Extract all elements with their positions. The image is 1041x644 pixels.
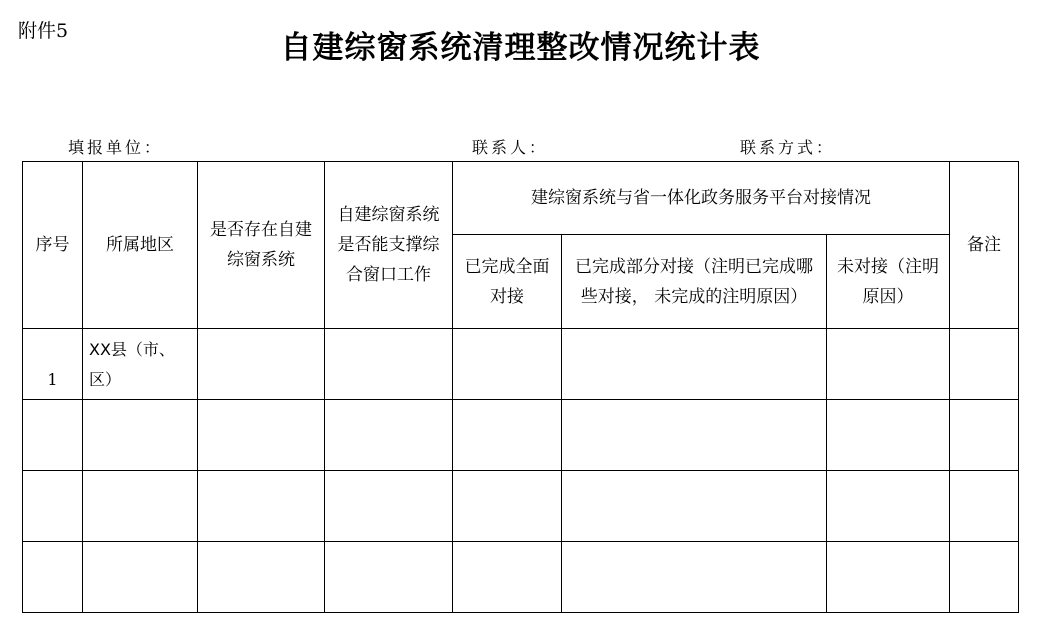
- cell-supports-work[interactable]: [325, 329, 453, 400]
- attachment-label: 附件5: [18, 20, 69, 42]
- cell-seq[interactable]: [23, 400, 83, 471]
- table-row: [23, 471, 1019, 542]
- header-region: 所属地区: [83, 162, 198, 329]
- cell-remarks[interactable]: [950, 542, 1019, 613]
- cell-supports-work[interactable]: [325, 542, 453, 613]
- cell-region[interactable]: [83, 400, 198, 471]
- header-partial-docking: 已完成部分对接（注明已完成哪些对接， 未完成的注明原因）: [562, 235, 827, 329]
- reporting-unit-label: 填报单位：: [68, 138, 164, 157]
- header-remarks: 备注: [950, 162, 1019, 329]
- header-has-system: 是否存在自建综窗系统: [198, 162, 325, 329]
- cell-full-docking[interactable]: [453, 471, 562, 542]
- table-row: [23, 542, 1019, 613]
- cell-full-docking[interactable]: [453, 400, 562, 471]
- table-row: [23, 400, 1019, 471]
- cell-seq[interactable]: [23, 542, 83, 613]
- cell-region[interactable]: [83, 471, 198, 542]
- cell-full-docking[interactable]: [453, 542, 562, 613]
- cell-remarks[interactable]: [950, 400, 1019, 471]
- page-title: 自建综窗系统清理整改情况统计表: [280, 30, 761, 66]
- cell-has-system[interactable]: [198, 329, 325, 400]
- cell-full-docking[interactable]: [453, 329, 562, 400]
- cell-partial-docking[interactable]: [562, 542, 827, 613]
- cell-no-docking[interactable]: [827, 329, 950, 400]
- cell-region[interactable]: XX县（市、区）: [83, 329, 198, 400]
- cell-has-system[interactable]: [198, 471, 325, 542]
- cell-has-system[interactable]: [198, 542, 325, 613]
- cell-remarks[interactable]: [950, 471, 1019, 542]
- cell-partial-docking[interactable]: [562, 471, 827, 542]
- cell-no-docking[interactable]: [827, 400, 950, 471]
- cell-region[interactable]: [83, 542, 198, 613]
- cell-partial-docking[interactable]: [562, 400, 827, 471]
- cell-seq[interactable]: 1: [23, 329, 83, 400]
- header-row-1: [23, 162, 1019, 235]
- statistics-table: [22, 161, 1019, 613]
- cell-seq[interactable]: [23, 471, 83, 542]
- cell-supports-work[interactable]: [325, 400, 453, 471]
- cell-supports-work[interactable]: [325, 471, 453, 542]
- contact-person-label: 联系人：: [472, 138, 549, 157]
- header-seq: 序号: [23, 162, 83, 329]
- header-no-docking: 未对接（注明原因）: [827, 235, 950, 329]
- header-docking-group: 建综窗系统与省一体化政务服务平台对接情况: [453, 162, 950, 235]
- cell-no-docking[interactable]: [827, 471, 950, 542]
- cell-no-docking[interactable]: [827, 542, 950, 613]
- header-full-docking: 已完成全面对接: [453, 235, 562, 329]
- table-row: [23, 329, 1019, 400]
- header-supports-work: 自建综窗系统是否能支撑综合窗口工作: [325, 162, 453, 329]
- cell-remarks[interactable]: [950, 329, 1019, 400]
- cell-partial-docking[interactable]: [562, 329, 827, 400]
- cell-has-system[interactable]: [198, 400, 325, 471]
- contact-method-label: 联系方式：: [740, 138, 836, 157]
